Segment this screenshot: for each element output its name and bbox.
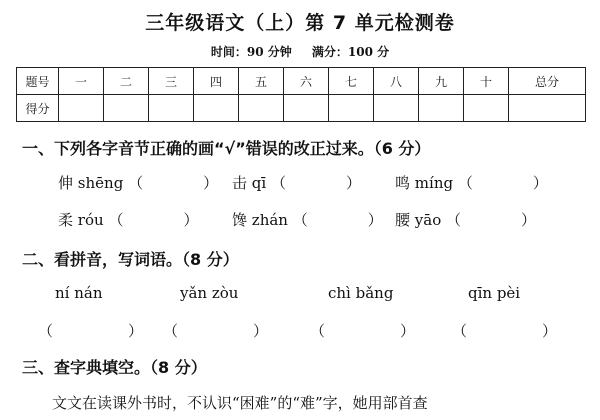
score-table-row-label: 得分 xyxy=(17,95,59,122)
q2-pinyin: qīn pèi xyxy=(468,284,521,302)
q1-answer-blank[interactable]: （ ） xyxy=(446,211,537,229)
score-table-col: 九 xyxy=(419,68,464,95)
exam-meta xyxy=(0,43,600,60)
q1-char: 柔 xyxy=(58,211,74,229)
score-cell[interactable] xyxy=(374,95,419,122)
score-table-score-row xyxy=(17,95,586,122)
exam-time: 时间：90 分钟 xyxy=(210,45,292,59)
q1-char: 馋 xyxy=(232,211,248,229)
q2-pinyin: chì bǎng xyxy=(328,284,394,302)
q1-pinyin: míng xyxy=(414,174,454,192)
score-cell[interactable] xyxy=(329,95,374,122)
q2-answer-blank[interactable]: （ ） xyxy=(452,322,558,340)
score-table-col: 十 xyxy=(464,68,509,95)
score-table-col: 一 xyxy=(59,68,104,95)
q1-item xyxy=(395,209,536,230)
score-table-col: 三 xyxy=(149,68,194,95)
q2-answer-blank[interactable]: （ ） xyxy=(163,322,269,340)
q1-item xyxy=(232,172,361,193)
question-3-heading: 三、查字典填空。（8 分） xyxy=(22,358,207,377)
q1-pinyin: róu xyxy=(77,211,104,229)
score-table-header-row xyxy=(17,68,586,95)
score-table xyxy=(16,67,586,122)
q1-char: 伸 xyxy=(58,174,74,192)
score-cell[interactable] xyxy=(59,95,104,122)
page-title: 三年级语文（上）第 7 单元检测卷 xyxy=(145,12,455,34)
q2-answer-blank[interactable]: （ ） xyxy=(310,322,416,340)
q1-char: 腰 xyxy=(395,211,411,229)
q1-item xyxy=(395,172,548,193)
score-cell-total[interactable] xyxy=(509,95,586,122)
score-cell[interactable] xyxy=(284,95,329,122)
score-table-header-label: 题号 xyxy=(17,68,59,95)
q1-answer-blank[interactable]: （ ） xyxy=(270,174,361,192)
q1-char: 鸣 xyxy=(395,174,411,192)
score-table-col: 七 xyxy=(329,68,374,95)
score-cell[interactable] xyxy=(239,95,284,122)
score-table-col: 五 xyxy=(239,68,284,95)
score-cell[interactable] xyxy=(419,95,464,122)
score-table-col-total: 总分 xyxy=(509,68,586,95)
q1-answer-blank[interactable]: （ ） xyxy=(292,211,383,229)
score-table-col: 八 xyxy=(374,68,419,95)
q1-answer-blank[interactable]: （ ） xyxy=(108,211,199,229)
q1-answer-blank[interactable]: （ ） xyxy=(128,174,219,192)
score-cell[interactable] xyxy=(464,95,509,122)
score-cell[interactable] xyxy=(194,95,239,122)
q2-pinyin: yǎn zòu xyxy=(180,284,239,302)
score-table-col: 四 xyxy=(194,68,239,95)
q1-answer-blank[interactable]: （ ） xyxy=(457,174,548,192)
q2-pinyin: ní nán xyxy=(55,284,103,302)
score-table-col: 二 xyxy=(104,68,149,95)
question-2-heading: 二、看拼音，写词语。（8 分） xyxy=(22,250,239,269)
q1-item xyxy=(232,209,383,230)
q1-item xyxy=(58,209,198,230)
q1-pinyin: zhán xyxy=(251,211,288,229)
score-cell[interactable] xyxy=(149,95,194,122)
q1-item xyxy=(58,172,218,193)
score-table-col: 六 xyxy=(284,68,329,95)
q1-pinyin: qī xyxy=(251,174,267,192)
score-cell[interactable] xyxy=(104,95,149,122)
q1-char: 击 xyxy=(232,174,248,192)
q2-answer-blank[interactable]: （ ） xyxy=(38,322,144,340)
question-1-heading: 一、下列各字音节正确的画“√”错误的改正过来。（6 分） xyxy=(22,139,431,158)
question-3-text: 文文在读课外书时，不认识“困难”的“难”字，她用部首查 xyxy=(52,394,428,412)
exam-full-score: 满分：100 分 xyxy=(311,45,390,59)
q1-pinyin: shēng xyxy=(77,174,124,192)
q1-pinyin: yāo xyxy=(414,211,442,229)
